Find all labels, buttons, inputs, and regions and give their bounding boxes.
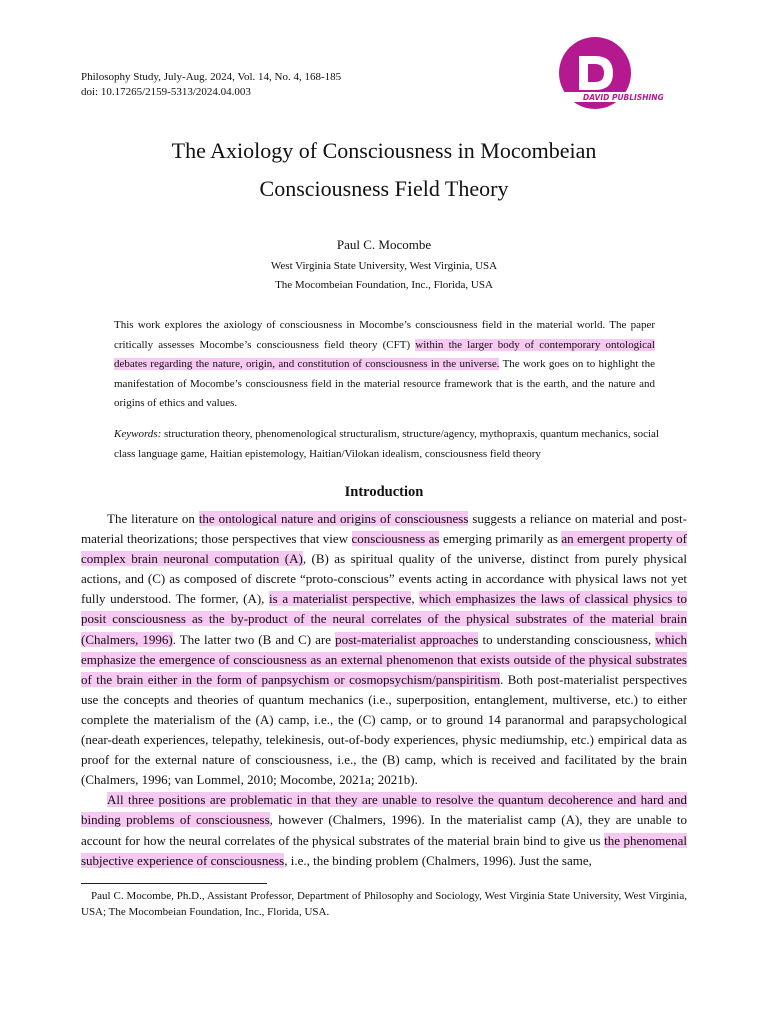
affiliation-2: The Mocombeian Foundation, Inc., Florida, USA bbox=[275, 279, 493, 291]
abstract bbox=[114, 316, 655, 414]
text-run: The literature on bbox=[107, 511, 199, 526]
text-run: , however (Chalmers, 1996). In the materialist camp (A), they are unable to account for how the neural correlates of the physical substrates of the material brain bind to give us bbox=[81, 812, 688, 848]
text-run: , bbox=[411, 591, 420, 607]
footnote-text: Paul C. Mocombe, Ph.D., Assistant Professor, Department of Philosophy and Sociology, West Virginia State University, West Virginia, USA; The Mocombeian Foundation, Inc., Florida, USA. bbox=[81, 890, 687, 918]
text-run: , (B) as spiritual quality of the universe, distinct from purely physical actions, and (C) as composed of discrete “proto-conscious” events acting in accordance with physical laws not yet fully understood. The former, (A), bbox=[81, 551, 687, 607]
affiliation-1: West Virginia State University, West Virginia, USA bbox=[270, 260, 498, 272]
highlight: post-materialist approaches bbox=[335, 631, 479, 647]
highlight: the phenomenal subjective experience of consciousness bbox=[81, 832, 687, 868]
text-run: , i.e., the binding problem (Chalmers, 1996). Just the same, bbox=[284, 852, 592, 868]
paragraph-2 bbox=[81, 790, 687, 870]
footnote-divider bbox=[81, 883, 267, 884]
text-run: to understanding consciousness, bbox=[478, 631, 656, 647]
publisher-logo bbox=[555, 36, 695, 116]
highlight: an emergent property of complex brain neuronal computation (A) bbox=[81, 531, 687, 567]
highlight: the ontological nature and origins of consciousness bbox=[198, 511, 469, 526]
introduction-body bbox=[81, 509, 687, 871]
author-name: Paul C. Mocombe bbox=[336, 237, 432, 252]
paper-title bbox=[0, 132, 768, 208]
abstract-text: This work explores the axiology of consciousness in Mocombe’s consciousness field in the material world. The paper critically assesses Mocombe’s consciousness field theory (CFT) bbox=[114, 319, 655, 351]
title-line-1: The Axiology of Consciousness in Mocombeian bbox=[171, 138, 597, 163]
keywords bbox=[114, 425, 659, 464]
journal-citation: Philosophy Study, July-Aug. 2024, Vol. 14, No. 4, 168-185 bbox=[81, 71, 342, 83]
publisher-name: DAVID PUBLISHING bbox=[583, 93, 664, 102]
text-run: suggests a reliance on material and post-material theorizations; those perspectives that view bbox=[81, 511, 687, 547]
keywords-text: structuration theory, phenomenological structuralism, structure/agency, mythopraxis, quantum mechanics, social class language game, Haitian epistemology, Haitian/Vilokan idealism, consciousness field theory bbox=[114, 428, 659, 460]
highlight: All three positions are problematic in that they are unable to resolve the quantum decoherence and hard and binding problems of consciousness bbox=[81, 792, 687, 828]
highlight: consciousness as bbox=[351, 531, 440, 547]
highlight: which emphasizes the laws of classical physics to posit consciousness as the by-product of the neural correlates of the physical substrates of the material brain (Chalmers, 1996) bbox=[81, 591, 687, 647]
text-run: . Both post-materialist perspectives use the concepts and theories of quantum mechanics (i.e., superposition, entanglement, multiverse, etc.) to either complete the materialism of the (A) camp, i.e., the (C) camp, or to ground 14 paranormal and parapsychological (near-death experiences, telepathy, telekinesis, out-of-body experiences, physic mediumship, etc.) empirical data as proof for the external nature of consciousness, i.e., the (B) camp, which is received and facilitated by the brain (Chalmers, 1996; van Lommel, 2010; Mocombe, 2021a; 2021b). bbox=[81, 671, 688, 788]
abstract-highlight: within the larger body of contemporary ontological debates regarding the nature, origin, and constitution of consciousness in the universe. bbox=[114, 338, 655, 371]
paragraph-1 bbox=[81, 509, 687, 790]
text-run: emerging primarily as bbox=[439, 531, 562, 547]
section-heading-introduction: Introduction bbox=[344, 484, 424, 500]
abstract-text: The work goes on to highlight the manifestation of Mocombe’s consciousness field in the material resource framework that is the earth, and the nature and origins of ethics and values. bbox=[114, 358, 655, 410]
footnote bbox=[81, 889, 687, 920]
highlight: which emphasize the emergence of consciousness as an external phenomenon that exists outside of the physical substrates of the brain either in the form of panpsychism or cosmopsychism/panspiritism bbox=[81, 631, 688, 687]
title-line-2: Consciousness Field Theory bbox=[259, 176, 509, 201]
keywords-label: Keywords: bbox=[114, 428, 162, 440]
publisher-logo-graphic bbox=[555, 36, 695, 116]
journal-info bbox=[81, 70, 341, 100]
doi-line: doi: 10.17265/2159-5313/2024.04.003 bbox=[81, 86, 251, 98]
text-run: . The latter two (B and C) are bbox=[172, 631, 336, 647]
highlight: is a materialist perspective bbox=[269, 591, 412, 607]
